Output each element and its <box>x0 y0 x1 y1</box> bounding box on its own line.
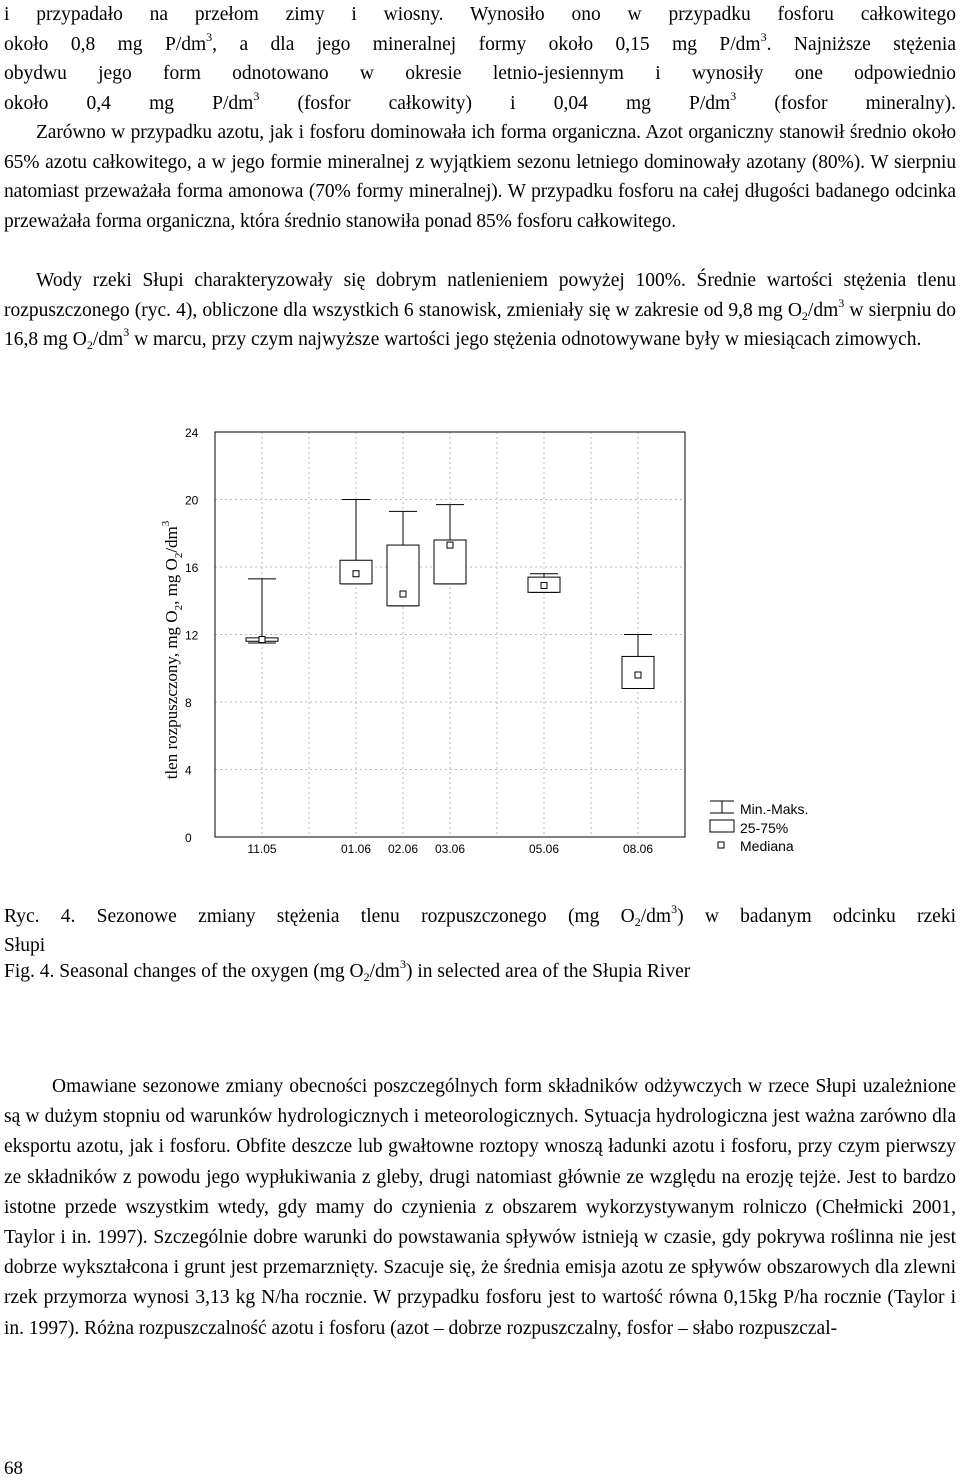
text-line: obydwu jego form odnotowano w okresie letnio-jesiennym i wynosiły one odpowiednio <box>4 63 956 85</box>
paragraph-continuation <box>4 0 956 118</box>
box-01.06 <box>340 500 372 584</box>
box-08.06 <box>622 635 654 689</box>
x-tick-label: 11.05 <box>247 842 277 856</box>
paragraph-nutrient-forms: Zarówno w przypadku azotu, jak i fosforu dominowała ich forma organiczna. Azot organiczny stanowił średnio około 65% azotu całkowitego, a w jego formie mineralnej z wyjątkiem sezonu letniego dominowały azotany (80%). W sierpniu natomiast przeważała forma amonowa (70% formy mineralnej). W przypadku fosforu na całej długości badanego odcinka przeważała forma organiczna, która średnio stanowiła ponad 85% fosforu całkowitego. <box>4 122 956 232</box>
x-tick-labels <box>247 842 653 856</box>
median-marker <box>447 542 453 548</box>
median-marker <box>353 571 359 577</box>
y-tick-label: 12 <box>185 628 199 643</box>
y-tick-label: 20 <box>185 493 199 508</box>
y-tick-label: 16 <box>185 561 199 575</box>
figure-caption-pl-cont: Słupi <box>4 935 46 956</box>
paragraph-seasonal-changes: Omawiane sezonowe zmiany obecności poszczególnych form składników odżywczych w rzece Słupi uzależnione są w dużym stopniu od warunków hydrologicznych i meteorologicznych. Sytuacja hydrologiczna jest ważna zarówno dla eksportu azotu, jak i fosforu. Obfite deszcze lub gwałtowne roztopy wnoszą ładunki azotu i fosforu, przy czym pierwszy ze składników z powodu jego wypłukiwania z gleby, drugi natomiast głównie ze względu na erozję tejże. Jest to bardzo istotne przede wszystkim wtedy, gdy mamy do czynienia z obszarem wykorzystywanym rolniczo (Chełmicki 2001, Taylor i in. 1997). Szczególnie dobre warunki do powstawania spływów istnieją w czasie, gdy pokrywa roślinna nie jest dobrze wykształcona i grunt jest przemarznięty. Szacuje się, że średnia emisja azotu ze spływów obszarowych dla zlewni rzek przymorza wynosi 3,13 kg N/ha rocznie. W przypadku fosforu jest to wartość równa 0,15kg P/ha rocznie (Taylor i in. 1997). Różna rozpuszczalność azotu i fosforu (azot – dobrze rozpuszczalny, fosfor – słabo rozpuszczal- <box>4 1076 956 1339</box>
chart-grid <box>215 432 685 837</box>
median-marker <box>541 583 547 589</box>
legend-median-symbol <box>718 842 724 848</box>
text-line: około 0,8 mg $P/dm^3$, a dla jego mineralnej formy około 0,15 mg $P/dm^3$. Najniższe stężenia <box>4 29 956 55</box>
paragraph-oxygen: Wody rzeki Słupi charakteryzowały się dobrym natlenieniem powyżej 100%. Średnie wartości stężenia tlenu rozpuszczonego (ryc. 4), obliczone dla wszystkich 6 stanowisk, zmieniały się w zakresie od 9,8 mg $O_2/dm^3$ w sierpniu do 16,8 mg $O_2/dm^3$ w marcu, przy czym najwyższe wartości jego stężenia odnotowywane były w miesiącach zimowych. <box>4 270 956 353</box>
page-number: 68 <box>4 1458 23 1479</box>
legend-box-symbol <box>710 820 734 832</box>
median-marker <box>259 637 265 643</box>
x-tick-label: 02.06 <box>387 842 419 856</box>
x-tick-label: 08.06 <box>622 842 654 856</box>
text-line: i przypadało na przełom zimy i wiosny. Wynosiło ono w przypadku fosforu całkowitego <box>4 4 956 25</box>
chart-legend <box>710 801 808 854</box>
oxygen-boxplot-chart <box>140 420 820 860</box>
x-tick-label: 01.06 <box>340 842 372 856</box>
figure-caption-pl: Ryc. 4. Sezonowe zmiany stężenia tlenu rozpuszczonego (mg $O_2/dm^3$) w badanym odcinku rzeki <box>4 902 956 929</box>
box-05.06 <box>528 574 560 593</box>
y-tick-label: 24 <box>185 426 199 440</box>
y-tick-label: 4 <box>185 763 192 778</box>
y-tick-labels <box>185 426 199 845</box>
text-line: około 0,4 mg $P/dm^3$ (fosfor całkowity) i 0,04 mg $P/dm^3$ (fosfor mineralny). <box>4 88 956 114</box>
x-tick-label: 03.06 <box>434 842 466 856</box>
legend-minmax-label: Min.-Maks. <box>740 801 809 817</box>
legend-box-label: 25-75% <box>740 820 789 836</box>
y-tick-label: 8 <box>185 696 192 710</box>
median-marker <box>400 591 406 597</box>
median-marker <box>635 672 641 678</box>
x-tick-label: 05.06 <box>528 842 560 856</box>
figure-caption-en: Fig. 4. Seasonal changes of the oxygen (mg $O_2/dm^3$) in selected area of the Słupia River <box>4 957 691 984</box>
box-02.06 <box>387 511 419 606</box>
legend-minmax-symbol <box>710 801 734 813</box>
box-11.05 <box>246 579 278 643</box>
y-tick-label: 0 <box>185 831 192 845</box>
box-03.06 <box>434 505 466 584</box>
y-axis-label: tlen rozpuszczony, mg $O_2$, mg $O_2/dm^3$ <box>160 520 185 780</box>
legend-median-label: Mediana <box>740 838 794 854</box>
